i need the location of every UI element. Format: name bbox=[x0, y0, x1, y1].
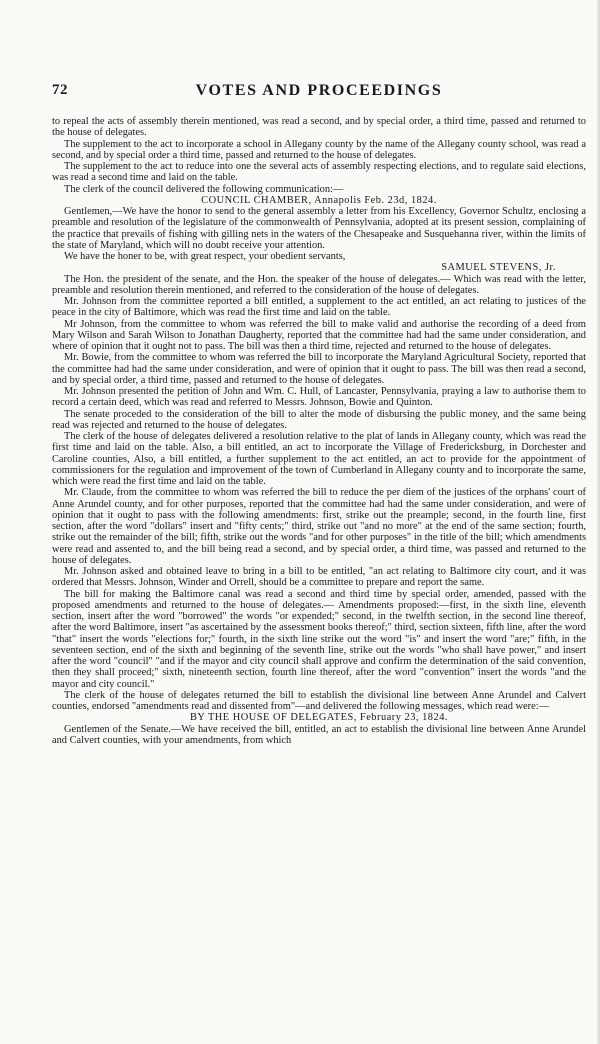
paragraph: The clerk of the house of delegates returned the bill to establish the divisional line between Anne Arundel and Calvert counties, endorsed "amendments read and dissented from"—and delivered the following messages, which read were:— bbox=[52, 689, 586, 712]
page-number: 72 bbox=[52, 82, 68, 98]
paragraph: The clerk of the house of delegates delivered a resolution relative to the plat of lands in Allegany county, which was read the first time and laid on the table. Also, a bill entitled, an act to incorporate the Village of Fredericksburg, in Dorchester and Caroline counties, Also, a bill entitled, a further supplement to the act entitled, an act to provide for the appointment of commissioners for the regulation and improvement of the town of Cumberland in Allegany county and to incorporate the same, which were read the first time and laid on the table. bbox=[52, 431, 586, 487]
paragraph: Mr Johnson, from the committee to whom was referred the bill to make valid and authorise the recording of a deed from Mary Wilson and Sarah Wilson to Jonathan Daugherty, reported that the committee had had the same under consideration, and where of opinion that it ought not to pass. The bill was then a third time, rejected and returned to the house of delegates. bbox=[52, 318, 586, 352]
paragraph: Mr. Johnson presented the petition of John and Wm. C. Hull, of Lancaster, Pennsylvania, praying a law to authorise them to record a certain deed, which was read and referred to Messrs. Johnson, Bowie and Quinton. bbox=[52, 386, 586, 409]
paragraph: The bill for making the Baltimore canal was read a second and third time by special order, amended, passed with the proposed amendments and returned to the house of delegates.— Amendments proposed:—first, in the sixth line, eleventh section, insert after the word "borrowed" the words "or expended;" second, in the twelfth section, in the second line thereof, after the word Baltimore, insert "as ascertained by the assessment books thereof;" third, section sixteen, fifth line, after the word "that" insert the words "elections for;" fourth, in the sixth line strike out the word "is" and insert the word "are;" fifth, in the seventeen section, end of the sixth and beginning of the seventh line, strike out the words "who shall have power," and insert after the word "council" "and if the mayor and city council shall approve and confirm the determination of the said convention, then they shall proceed;" sixth, nineteenth section, fourth line thereof, after the word "convention" insert the words "and the mayor and city council." bbox=[52, 588, 586, 690]
paragraph: Mr. Bowie, from the committee to whom was referred the bill to incorporate the Maryland Agricultural Society, reported that the committee had had the same under consideration, and were of opinion that it ought to pass. The bill was then read a second, and by special order, a third time, passed and returned to the house of delegates. bbox=[52, 352, 586, 386]
paragraph: The supplement to the act to reduce into one the several acts of assembly respecting elections, and to regulate said elections, was read a second time and laid on the table. bbox=[52, 161, 586, 184]
paragraph: The clerk of the council delivered the following communication:— bbox=[64, 183, 344, 195]
body-text bbox=[52, 116, 586, 746]
paragraph: to repeal the acts of assembly therein mentioned, was read a second, and by special order, a third time, passed and returned to the house of delegates. bbox=[52, 116, 586, 139]
dateline-house-of-delegates: BY THE HOUSE OF DELEGATES, February 23, 1824. bbox=[189, 712, 448, 724]
signature-name: SAMUEL STEVENS, Jr. bbox=[441, 262, 556, 274]
paragraph: The senate proceded to the consideration of the bill to alter the mode of disbursing the public money, and the same being read was rejected and returned to the house of delegates. bbox=[52, 408, 586, 431]
page-header bbox=[52, 82, 586, 104]
paragraph-closing: We have the honer to be, with great respect, your obedient servants, bbox=[64, 251, 346, 262]
dateline-council-chamber: COUNCIL CHAMBER, Annapolis Feb. 23d, 1824. bbox=[201, 194, 437, 206]
paragraph: Mr. Johnson from the committee reported a bill entitled, a supplement to the act entitled, an act relating to justices of the peace in the city of Baltimore, which was read the first time and laid on the table. bbox=[52, 296, 586, 319]
running-title: VOTES AND PROCEEDINGS bbox=[195, 82, 443, 99]
paragraph-letter: Gentlemen,—We have the honor to send to the general assembly a letter from his Excellency, Governor Schultz, enclosing a preamble and resolution of the legislature of the commonwealth of Pennsylvania, adopted at its present session, complaining of the practice that prevails of fishing with gilling nets in the waters of the Chesapeake and Susquehanna river, within the limits of the state of Maryland, which will no doubt receive your attention. bbox=[52, 206, 586, 251]
paragraph: The Hon. the president of the senate, and the Hon. the speaker of the house of delegates.— Which was read with the letter, preamble and resolution therein mentioned, and referred to the consideration of the house of delegates. bbox=[52, 273, 586, 296]
paragraph: Gentlemen of the Senate.—We have received the bill, entitled, an act to establish the divisional line between Anne Arundel and Calvert counties, with your amendments, from which bbox=[52, 723, 586, 746]
paragraph: Mr. Johnson asked and obtained leave to bring in a bill to be entitled, "an act relating to Baltimore city court, and it was ordered that Messrs. Johnson, Winder and Orrell, should be a committee to prepare and report the same. bbox=[52, 566, 586, 589]
paragraph: Mr. Claude, from the committee to whom was referred the bill to reduce the per diem of the justices of the orphans' court of Anne Arundel county, and for other purposes, reported that the committee had had the same under consideration, and were of opinion that it ought to pass with the following amendments: first, strike out the preample; second, in the fourth line, first section, after the word "dollars" insert and "fifty cents;" third, strike out "and no more" at the end of the same section; fourth, strike out the remainder of the bill; fifth, strike out the words "and for other purposes" in the title of the bill; which amendments were read and assented to, and the bill being read a second, and by special order, a third time, was passed and returned to the house of delegates. bbox=[52, 487, 586, 566]
page-edge-shadow bbox=[596, 0, 600, 1044]
paragraph: The supplement to the act to incorporate a school in Allegany county by the name of the Allegany county school, was read a second, and by special order a third time, passed and returned to the house of delegates. bbox=[52, 138, 586, 161]
